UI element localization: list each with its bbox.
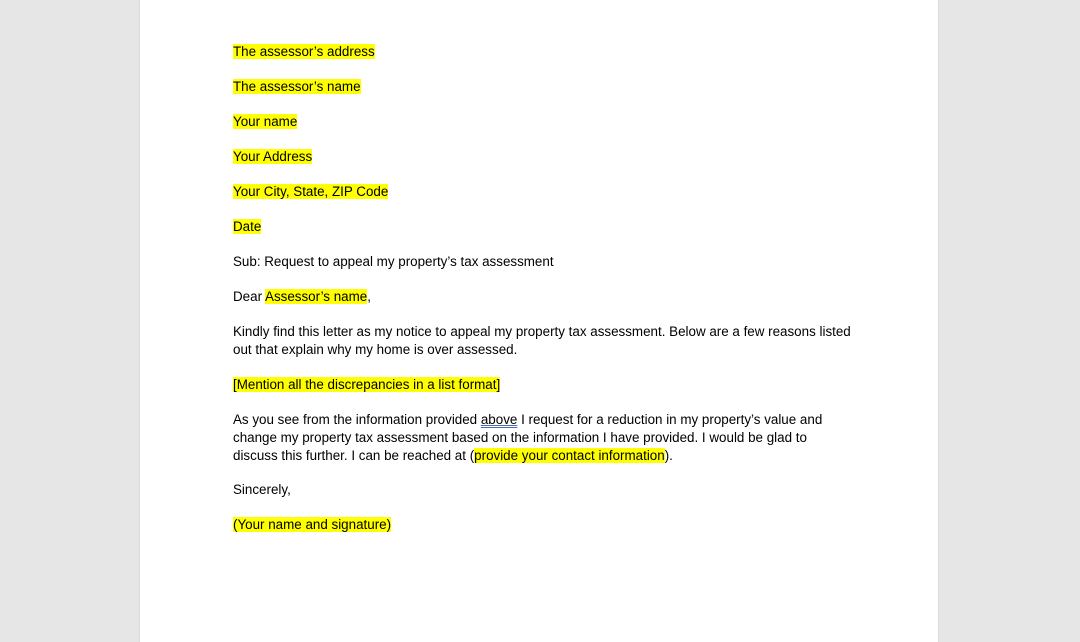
salutation-prefix: Dear xyxy=(233,289,266,304)
city-state-zip-placeholder: Your City, State, ZIP Code xyxy=(233,184,389,199)
signature-line xyxy=(233,516,853,534)
closing-line: Sincerely, xyxy=(233,482,291,497)
grammar-flagged-word[interactable]: above xyxy=(480,412,518,427)
date-line xyxy=(233,218,853,236)
discrepancies-placeholder: [Mention all the discrepancies in a list format] xyxy=(233,377,501,392)
signature-placeholder: (Your name and signature) xyxy=(233,517,392,532)
assessor-address-placeholder: The assessor’s address xyxy=(233,44,375,59)
date-placeholder: Date xyxy=(233,219,262,234)
document-page[interactable] xyxy=(140,0,938,642)
body-paragraph-1: Kindly find this letter as my notice to appeal my property tax assessment. Below are a few reasons listed out that explain why my home is over assessed. xyxy=(233,324,851,357)
body2-text-start: As you see from the information provided xyxy=(233,412,481,427)
your-name-line xyxy=(233,113,853,131)
city-state-zip-line xyxy=(233,183,853,201)
salutation-name-placeholder: Assessor’s name xyxy=(265,289,368,304)
assessor-address-line xyxy=(233,43,853,61)
salutation-line xyxy=(233,288,853,306)
body-paragraph-2 xyxy=(233,411,853,465)
your-name-placeholder: Your name xyxy=(233,114,298,129)
your-address-placeholder: Your Address xyxy=(233,149,313,164)
assessor-name-placeholder: The assessor’s name xyxy=(233,79,361,94)
body2-text-middle: I request for a reduction in my property’s value and change my property tax assessment based on the information I have provided. I would be glad to discuss this further. I can be reached at ( xyxy=(233,412,823,463)
subject-line: Sub: Request to appeal my property’s tax assessment xyxy=(233,254,554,269)
discrepancies-line xyxy=(233,376,853,394)
your-address-line xyxy=(233,148,853,166)
body2-text-end: ). xyxy=(664,448,673,463)
contact-info-placeholder: provide your contact information xyxy=(474,448,665,463)
salutation-suffix: , xyxy=(367,289,371,304)
assessor-name-line xyxy=(233,78,853,96)
